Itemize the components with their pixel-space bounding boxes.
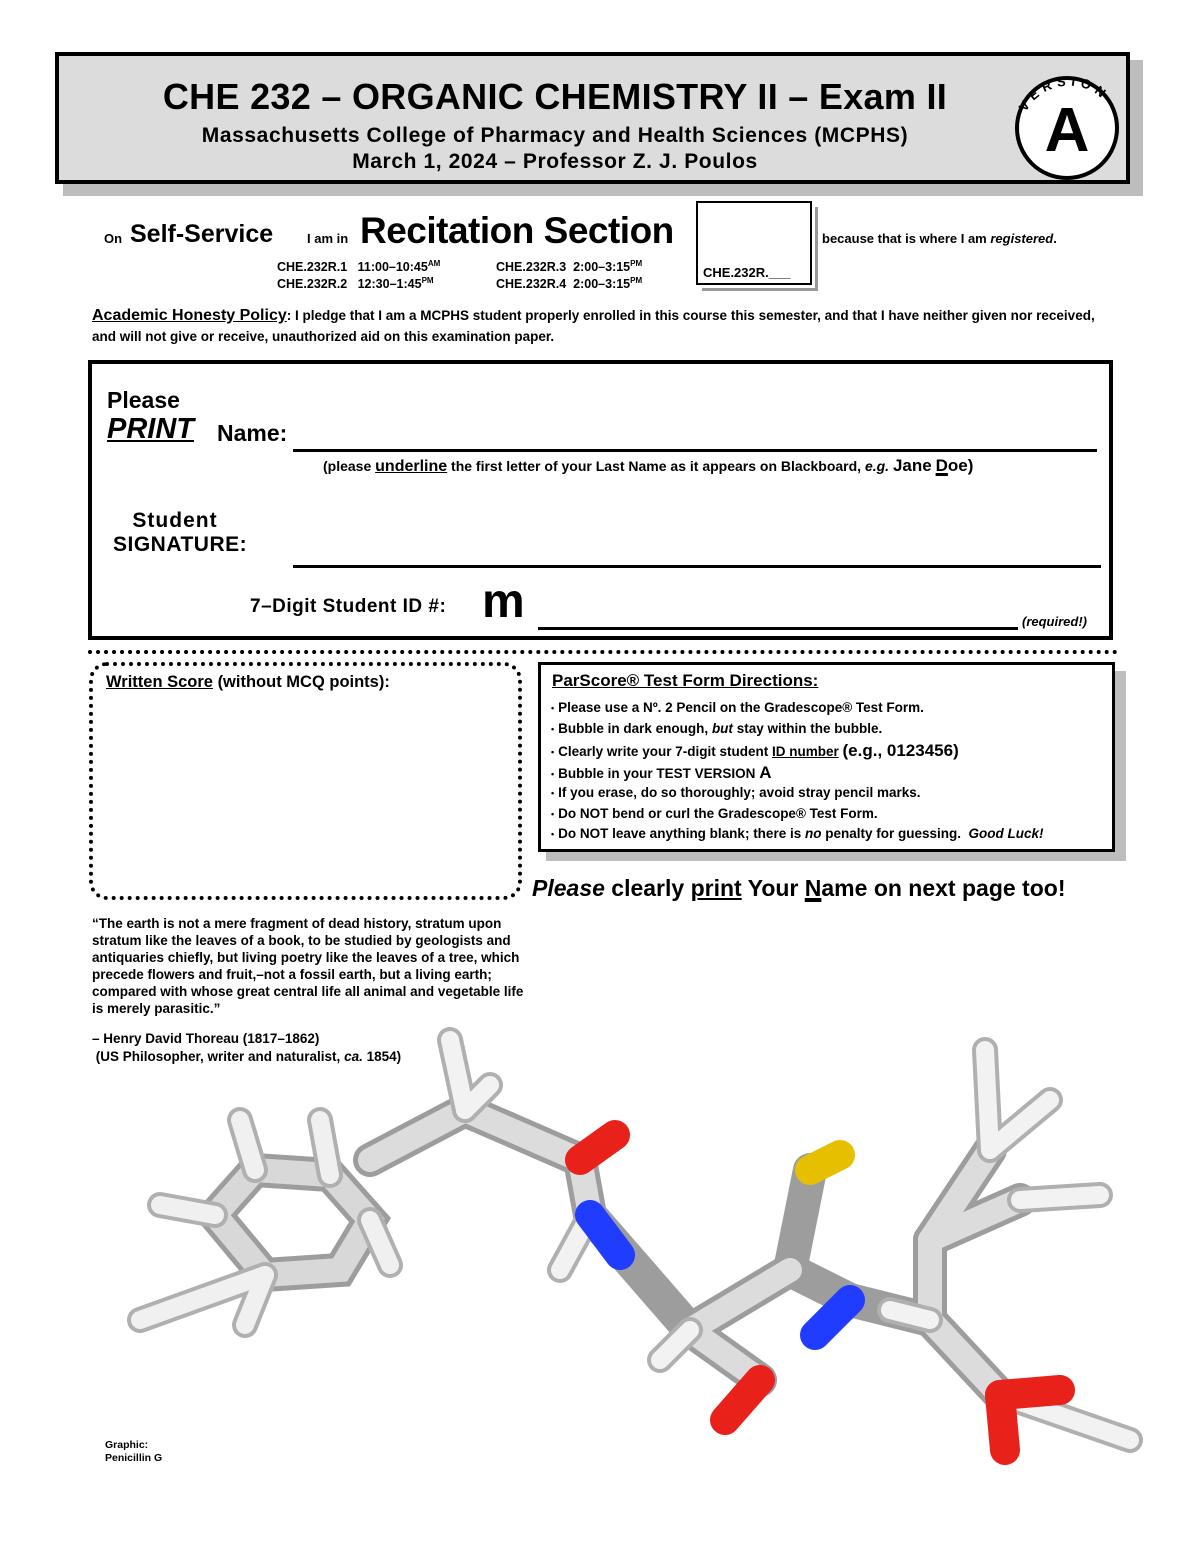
- signature-label: SIGNATURE:: [113, 533, 248, 556]
- reminder-clearly: clearly: [611, 875, 685, 901]
- schedule-ampm: PM: [630, 259, 643, 268]
- schedule-code: CHE.232R.2: [277, 277, 348, 292]
- item-text: penalty for guessing.: [825, 826, 962, 841]
- parscore-item-erase: [551, 785, 921, 800]
- please-label: Please: [107, 387, 180, 413]
- note-last-initial: D: [935, 456, 948, 475]
- parscore-item-pencil: [551, 700, 924, 715]
- honesty-text: : I pledge that I am a MCPHS student properly enrolled in this course this semester, and that I have neither given nor received, and will not give or receive, unauthorized aid on this examination paper.: [92, 308, 1095, 344]
- student-info-box: [88, 360, 1113, 640]
- written-score-title: Written Score: [106, 673, 213, 691]
- item-text: Clearly write your 7-digit student: [558, 744, 769, 759]
- good-luck-text: Good Luck!: [968, 826, 1044, 841]
- parscore-title: ParScore® Test Form Directions:: [552, 671, 819, 690]
- item-text: Bubble in dark enough,: [558, 721, 709, 736]
- academic-honesty-policy: [92, 305, 1112, 347]
- honesty-heading: Academic Honesty Policy: [92, 307, 287, 324]
- reminder-name-rest: ame on next page too!: [821, 875, 1066, 901]
- schedule-code: CHE.232R.3: [496, 260, 567, 275]
- name-line[interactable]: [293, 449, 1097, 452]
- schedule-item-2: [277, 276, 434, 291]
- description-year: 1854): [366, 1049, 402, 1064]
- version-word: VERSION: [1015, 73, 1113, 114]
- schedule-time: 2:00–3:15: [573, 277, 631, 292]
- reminder-print: print: [690, 875, 742, 901]
- name-reminder: [532, 875, 1065, 902]
- parscore-item-bubble: [551, 721, 882, 736]
- description-ca: ca.: [344, 1049, 363, 1064]
- recitation-i-am-in: I am in: [307, 231, 349, 246]
- bullet-icon: •: [551, 788, 555, 799]
- note-mid: the first letter of your Last Name as it appears on Blackboard,: [451, 458, 862, 474]
- quote-author: – Henry David Thoreau (1817–1862): [92, 1031, 320, 1046]
- bullet-icon: •: [551, 703, 555, 714]
- signature-line[interactable]: [293, 565, 1101, 568]
- underline-note: [323, 456, 973, 476]
- thoreau-quote: “The earth is not a mere fragment of dead history, stratum upon stratum like the leaves of a book, to be studied by geologists and antiquaries chiefly, but living poetry like the leaves of a tree, which precede flowers and fruit,–not a fossil earth, but a living earth; compared with whose great central life all animal and vegetable life is merely parasitic.”: [92, 916, 524, 1016]
- version-letter: A: [1044, 96, 1090, 165]
- student-id-prefix: m: [482, 575, 525, 628]
- version-badge: [1005, 58, 1135, 188]
- dotted-separator: [88, 650, 1118, 654]
- required-note: (required!): [1022, 614, 1087, 629]
- recitation-because: because that is where I am registered.: [822, 231, 1057, 246]
- item-text-example: (e.g., 0123456): [842, 741, 959, 760]
- recitation-section-title: Recitation Section: [360, 210, 674, 251]
- reminder-please: Please: [532, 875, 605, 901]
- schedule-code: CHE.232R.1: [277, 260, 348, 275]
- schedule-item-4: [496, 276, 642, 291]
- note-underline-word: underline: [375, 458, 448, 475]
- item-text: Do NOT bend or curl the Gradescope® Test Form.: [558, 806, 878, 821]
- note-first-name: Jane: [892, 456, 932, 475]
- schedule-time: 12:30–1:45: [357, 277, 422, 292]
- parscore-item-id: [551, 741, 959, 761]
- parscore-item-blank: [551, 826, 1044, 841]
- written-score-label: [106, 673, 390, 692]
- bullet-icon: •: [551, 769, 555, 780]
- exam-date-line: March 1, 2024 – Professor Z. J. Poulos: [352, 150, 758, 173]
- note-eg: e.g.: [864, 458, 890, 474]
- penicillin-g-molecule-graphic: [90, 1020, 1160, 1500]
- item-text: Do NOT leave anything blank; there is: [558, 826, 802, 841]
- student-id-line[interactable]: [538, 627, 1018, 630]
- schedule-time: 2:00–3:15: [573, 260, 631, 275]
- item-version-letter: A: [759, 763, 772, 782]
- item-text: Please use a Nº. 2 Pencil on the Gradescope® Test Form.: [558, 700, 924, 715]
- item-text: If you erase, do so thoroughly; avoid stray pencil marks.: [558, 785, 921, 800]
- written-score-box[interactable]: [89, 662, 522, 900]
- written-score-suffix: (without MCQ points):: [217, 673, 390, 691]
- description-pre: (US Philosopher, writer and naturalist,: [95, 1049, 341, 1064]
- graphic-name: Penicillin G: [105, 1452, 163, 1464]
- student-label: Student: [132, 509, 218, 532]
- reminder-your: Your: [747, 875, 799, 901]
- exam-title: CHE 232 – ORGANIC CHEMISTRY II – Exam II: [162, 76, 948, 117]
- graphic-label: Graphic:: [105, 1439, 149, 1451]
- item-text-underline: ID number: [771, 744, 839, 759]
- student-id-label: 7–Digit Student ID #:: [250, 596, 447, 617]
- item-text-italic: no: [804, 826, 822, 841]
- item-text: Bubble in your TEST VERSION: [558, 766, 756, 781]
- schedule-time: 11:00–10:45: [357, 260, 428, 275]
- registered-text: registered: [990, 231, 1054, 246]
- recitation-on: On: [104, 231, 123, 246]
- parscore-item-bend: [551, 806, 878, 821]
- section-box-label: CHE.232R.___: [703, 265, 791, 280]
- bullet-icon: •: [551, 747, 555, 758]
- schedule-item-1: [277, 259, 440, 274]
- item-text-italic: but: [711, 721, 733, 736]
- schedule-code: CHE.232R.4: [496, 277, 567, 292]
- note-pre: (please: [323, 458, 372, 474]
- bullet-icon: •: [551, 809, 555, 820]
- parscore-item-version: [551, 763, 771, 783]
- schedule-ampm: PM: [421, 276, 434, 285]
- name-label: Name:: [217, 420, 288, 446]
- schedule-ampm: PM: [630, 276, 643, 285]
- note-last-rest: oe): [947, 456, 974, 475]
- schedule-item-3: [496, 259, 642, 274]
- reminder-name-initial: N: [804, 875, 822, 901]
- recitation-self-service: Self-Service: [130, 220, 274, 248]
- print-label: PRINT: [107, 413, 194, 445]
- item-text: stay within the bubble.: [736, 721, 883, 736]
- schedule-ampm: AM: [427, 259, 441, 268]
- bullet-icon: •: [551, 724, 555, 735]
- because-text: because that is where I am: [822, 231, 987, 246]
- bullet-icon: •: [551, 829, 555, 840]
- institution-name: Massachusetts College of Pharmacy and Health Sciences (MCPHS): [201, 124, 909, 147]
